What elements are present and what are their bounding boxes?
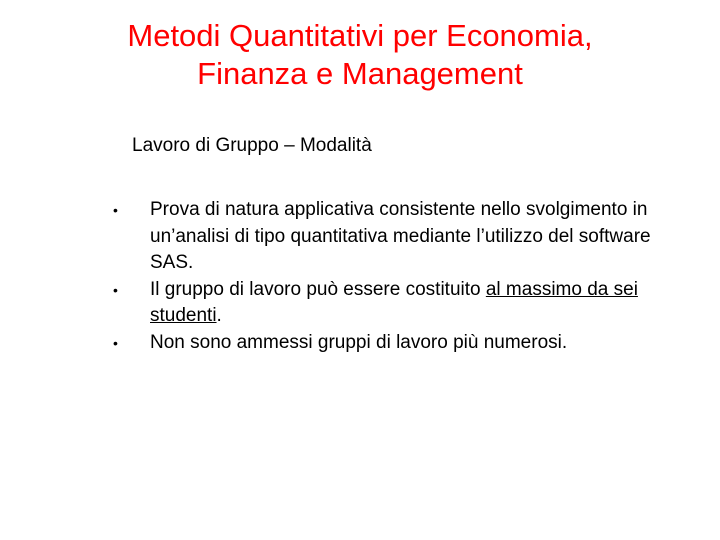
bullet-list xyxy=(0,197,720,356)
bullet-item-2 xyxy=(0,277,670,330)
bullet-icon: • xyxy=(113,334,118,351)
bullet-item-1 xyxy=(0,197,670,277)
slide-subtitle: Lavoro di Gruppo – Modalità xyxy=(132,135,372,156)
bullet-item-3 xyxy=(0,330,670,357)
slide-title-line-2: Finanza e Management xyxy=(197,56,523,91)
slide-title-line-1: Metodi Quantitativi per Economia, xyxy=(127,18,593,53)
bullet-text-2-before: Il gruppo di lavoro può essere costituito xyxy=(150,278,486,300)
bullet-text-2-after: . xyxy=(216,305,222,326)
bullet-icon: • xyxy=(113,281,118,298)
bullet-text-1: Prova di natura applicativa consistente nello svolgimento in un’analisi di tipo quantitativa mediante l’utilizzo del software SAS. xyxy=(150,199,651,273)
bullet-icon: • xyxy=(113,202,118,218)
slide-title xyxy=(60,17,660,93)
bullet-text-2-underlined: al massimo da sei studenti xyxy=(150,278,638,326)
bullet-text-3: Non sono ammessi gruppi di lavoro più numerosi. xyxy=(150,331,568,353)
